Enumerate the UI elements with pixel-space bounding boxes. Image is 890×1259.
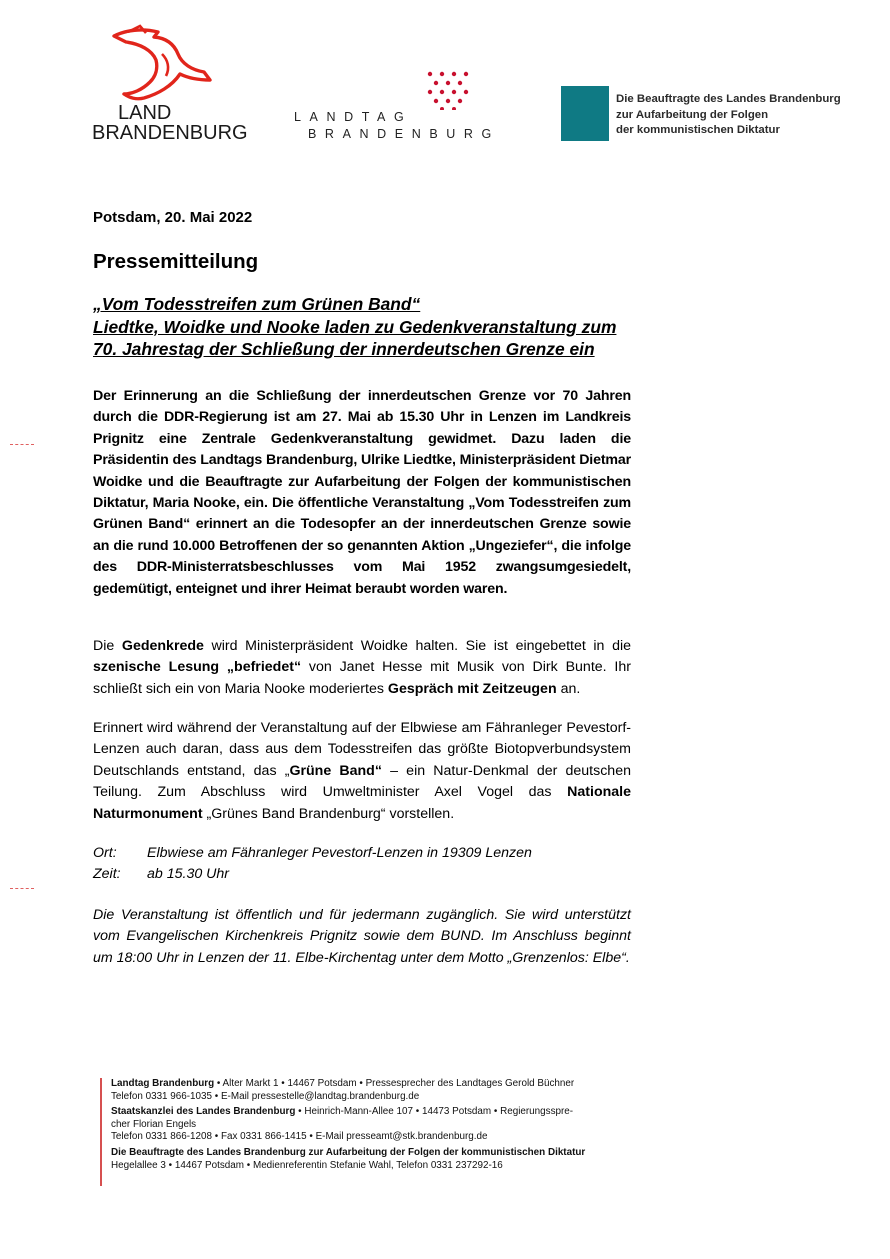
contact-footer <box>100 1078 651 1186</box>
ort-value: Elbwiese am Fähranleger Pevestorf-Lenzen in 19309 Lenzen <box>147 845 532 861</box>
footer-beauftragte-contact: Hegelallee 3 • 14467 Potsdam • Medienreferentin Stefanie Wahl, Telefon 0331 237292-16 <box>111 1159 503 1171</box>
eagle-icon <box>106 24 216 106</box>
footer-landtag-contact: Telefon 0331 966-1035 • E-Mail pressestelle@landtag.brandenburg.de <box>111 1090 420 1102</box>
beauftragte-logo-line: Die Beauftragte des Landes Brandenburg <box>616 93 841 105</box>
text-run: Erinnert wird während der Veranstaltung auf der Elbwiese am Fähranleger Pevestorf-Lenzen auch daran, dass aus dem Todesstreifen das größte Biotopverbundsystem Deutschlands entstand, das „ <box>93 720 631 779</box>
footer-landtag-address: • Alter Markt 1 • 14467 Potsdam • Pressesprecher des Landtages Gerold Büchner <box>214 1078 575 1089</box>
date-line: Potsdam, 20. Mai 2022 <box>93 209 253 226</box>
headline-line: 70. Jahrestag der Schließung der innerdeutschen Grenze ein <box>93 339 595 359</box>
landtag-logo-line1: LANDTAG <box>294 110 413 124</box>
zeit-label: Zeit: <box>93 866 121 882</box>
footer-staatskanzlei <box>111 1106 651 1144</box>
landtag-logo-line2: BRANDENBURG <box>308 127 500 141</box>
land-logo-line1: LAND <box>118 102 172 124</box>
text-run: von Janet Hesse mit Musik von Dirk Bunte. Ihr schließt sich ein von Maria Nooke moderiertes <box>93 659 631 697</box>
bold-run: Grüne Band“ <box>289 762 382 779</box>
zeit-value: ab 15.30 Uhr <box>147 866 230 882</box>
closing-paragraph: Die Veranstaltung ist öffentlich und für jedermann zugänglich. Sie wird unterstützt vom Evangelischen Kirchenkreis Prignitz sowie dem BUND. Im Anschluss beginnt um 18:00 Uhr in Lenzen der 11. Elbe-Kirchentag unter dem Motto „Grenzenlos: Elbe“. <box>93 907 631 966</box>
text-run: an. <box>556 680 581 697</box>
press-headline <box>93 293 653 361</box>
footer-staatskanzlei-speaker: cher Florian Engels <box>111 1118 197 1130</box>
footer-staatskanzlei-address: • Heinrich-Mann-Allee 107 • 14473 Potsdam • Regierungsspre- <box>295 1106 574 1118</box>
bold-run: Gedenkrede <box>121 638 204 654</box>
paragraph-program <box>93 636 631 700</box>
headline-line: Liedtke, Woidke und Nooke laden zu Gedenkveranstaltung zum <box>93 316 617 337</box>
beauftragte-logo-line: der kommunistischen Diktatur <box>616 124 780 136</box>
document-type-heading: Pressemitteilung <box>93 250 259 273</box>
text-run: wird Ministerpräsident Woidke halten. Sie ist eingebettet in die <box>203 638 631 654</box>
bold-run: Nationale Naturmonument <box>93 784 631 822</box>
land-logo-line2: BRANDENBURG <box>92 122 248 144</box>
ort-label: Ort: <box>93 845 117 861</box>
dots-grid-icon <box>426 70 470 110</box>
text-run: Die <box>93 638 122 654</box>
bold-run: Gespräch mit Zeitzeugen <box>387 680 557 697</box>
fold-mark-lower <box>10 888 34 889</box>
footer-staatskanzlei-contact: Telefon 0331 866-1208 • Fax 0331 866-1415 • E-Mail presseamt@stk.brandenburg.de <box>111 1131 488 1143</box>
beauftragte-logo <box>561 86 861 142</box>
info-zeit-row <box>93 864 229 885</box>
paragraph-gruenes-band <box>93 718 631 825</box>
headline-line: „Vom Todesstreifen zum Grünen Band“ <box>93 294 421 314</box>
text-run: „Grünes Band Brandenburg“ vorstellen. <box>202 805 455 822</box>
footer-beauftragte <box>111 1147 651 1172</box>
info-ort-row <box>93 843 532 864</box>
footer-landtag-name: Landtag Brandenburg <box>111 1078 215 1089</box>
beauftragte-logo-line: zur Aufarbeitung der Folgen <box>616 108 769 121</box>
fold-mark-upper <box>10 444 34 445</box>
bold-run: szenische Lesung „befriedet“ <box>93 659 302 676</box>
footer-beauftragte-name: Die Beauftragte des Landes Brandenburg zur Aufarbeitung der Folgen der kommunistischen Diktatur <box>111 1146 586 1158</box>
footer-landtag <box>111 1078 651 1103</box>
beauftragte-logo-text <box>616 92 841 139</box>
land-brandenburg-logo <box>92 24 248 146</box>
footer-staatskanzlei-name: Staatskanzlei des Landes Brandenburg <box>111 1106 296 1118</box>
landtag-brandenburg-logo <box>292 68 500 144</box>
teal-square-icon <box>561 86 609 141</box>
text-run: – ein Natur-Denkmal der deutschen Teilung. Zum Abschluss wird Umweltminister Axel Vogel das <box>93 762 631 801</box>
intro-paragraph: Der Erinnerung an die Schließung der innerdeutschen Grenze vor 70 Jahren durch die DDR-Regierung ist am 27. Mai ab 15.30 Uhr in Lenzen im Landkreis Prignitz eine Zentrale Gedenkveranstaltung gewidmet. Dazu laden die Präsidentin des Landtags Brandenburg, Ulrike Liedtke, Ministerpräsident Dietmar Woidke und die Beauftragte zur Aufarbeitung der Folgen der kommunistischen Diktatur, Maria Nooke, ein. Die öffentliche Veranstaltung „Vom Todesstreifen zum Grünen Band“ erinnert an die Todesopfer an der innerdeutschen Grenze sowie an die rund 10.000 Betroffenen der so genannten Aktion „Ungeziefer“, die infolge des DDR-Ministerratsbeschlusses vom Mai 1952 zwangsumgesiedelt, gedemütigt, enteignet und ihrer Heimat beraubt worden waren. <box>93 388 631 597</box>
